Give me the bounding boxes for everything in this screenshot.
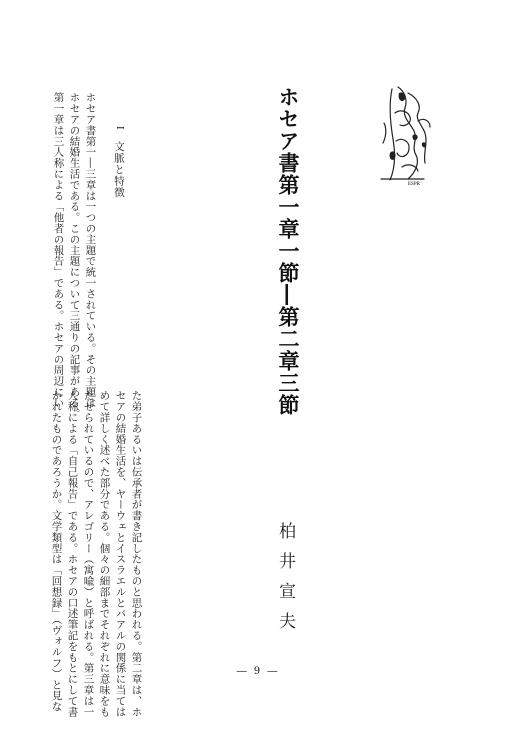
article-title: ホセア書第一章一節―第二章三節 [276, 86, 301, 416]
illustration-signature: ESPR [408, 182, 420, 186]
intro-line: ホセアの結婚生活である。この主題について三通りの記事がある。 [68, 92, 81, 419]
section-heading-text: 文脈と特徴 [113, 140, 125, 199]
section-number: I [114, 126, 125, 131]
author-name: 柏井宣夫 [275, 522, 295, 642]
body-line: た弟子あるいは伝承者が書き記したものと思われる。第二章は、ホ [130, 390, 143, 717]
section-heading [112, 126, 127, 198]
body-line: かれたものであろうか。文学類型は「回想録」（ヴォルフ）と見な [50, 390, 63, 712]
body-line: セアの結婚生活を、ヤーウェとイスラエルとバアルの関係に当ては [114, 390, 127, 717]
body-line: たせられているので、アレゴリー（寓喩）と呼ばれる。第三章は一 [82, 390, 95, 717]
body-line: 人称による「自己報告」である。ホセアの口述筆記をもとにして書 [66, 390, 79, 717]
decorative-illustration [378, 83, 436, 186]
intro-line: 第一章は三人称による「他者の報告」である。ホセアの周辺にい [52, 92, 65, 409]
page-number: ― 9 ― [236, 666, 280, 677]
body-line: めて詳しく述べた部分である。個々の細部までそれぞれに意味をも [98, 390, 111, 717]
intro-line: ホセア書第一―三章は一つの主題で統一されている。その主題は [84, 92, 97, 409]
